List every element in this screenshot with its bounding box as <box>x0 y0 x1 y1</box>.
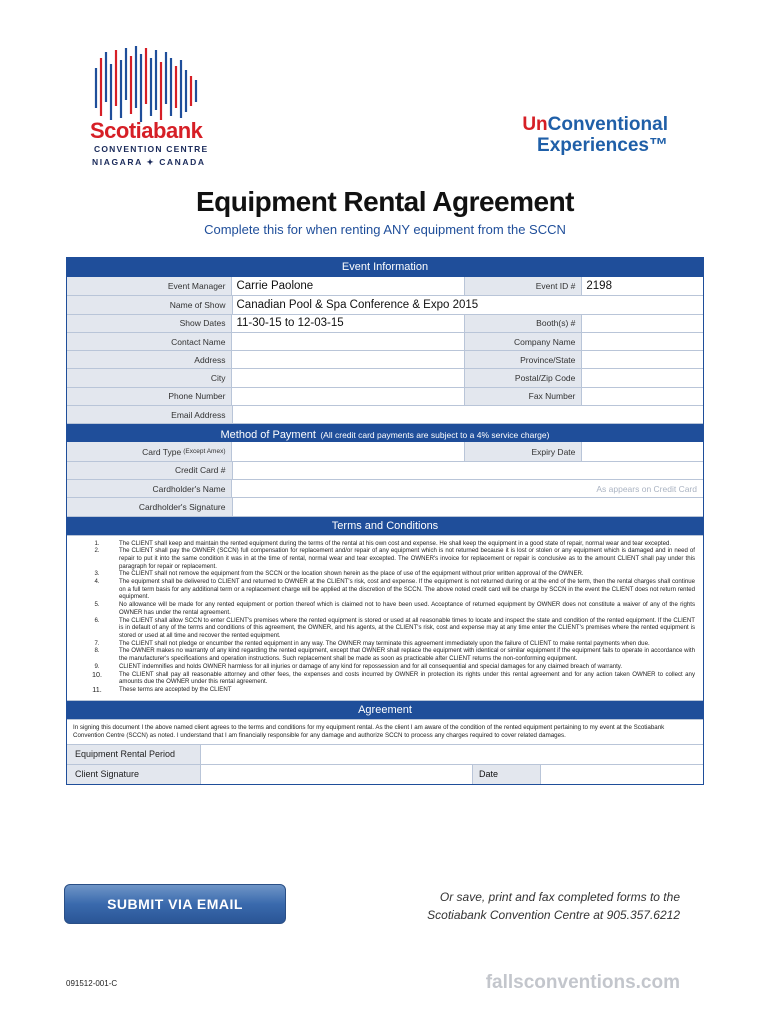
rental-form <box>66 257 704 785</box>
city-row <box>67 368 703 386</box>
term-text: The CLIENT shall allow SCCN to enter CLIENT's premises where the rented equipment is stored or used at all reasonable times to locate and inspect the state and condition of the rented equipment. If the CLIENT is in default of any of the terms and conditions of this agreement, the OWNER, and his agents, at the CLIENT's risk, cost and expense may at any time enter the CLIENT's premises where the rented equipment is stored or used at all time and recover the rented equipment. <box>119 616 695 639</box>
term-number: 1. <box>94 539 100 547</box>
date-label: Date <box>472 765 540 784</box>
fax-label: Fax Number <box>464 388 582 405</box>
rental-period-row <box>67 744 703 764</box>
term-text: The CLIENT shall not remove the equipment from the SCCN or the location shown herein as the place of use of the equipment without prior written approval of the OWNER. <box>119 570 584 578</box>
logo-location: NIAGARA ✦ CANADA <box>92 157 206 167</box>
rental-period-label: Equipment Rental Period <box>67 745 200 764</box>
agreement-heading: Agreement <box>67 700 703 719</box>
card-number-row <box>67 461 703 479</box>
term-text: The CLIENT shall pay all reasonable attorney and other fees, the expenses and costs incurred by OWNER in protection its rights under this rental agreement and for any action taken OWNER to collect any amounts due the OWNER under this rental agreement. <box>119 670 695 686</box>
postal-code-field[interactable] <box>581 369 703 386</box>
page-title: Equipment Rental Agreement <box>195 186 574 217</box>
cardholder-row <box>67 479 703 497</box>
card-type-label-text: Card Type <box>142 446 182 457</box>
rental-period-field[interactable] <box>200 745 703 764</box>
term-text: These terms are accepted by the CLIENT <box>119 685 232 693</box>
client-signature-field[interactable] <box>200 765 472 784</box>
scotiabank-convention-centre-logo <box>84 40 214 170</box>
cardholder-name-label: Cardholder's Name <box>67 480 231 497</box>
cardholder-signature-label: Cardholder's Signature <box>67 498 232 515</box>
booths-field[interactable] <box>581 315 703 332</box>
term-number: 11. <box>92 684 102 694</box>
postal-code-label: Postal/Zip Code <box>464 369 582 386</box>
date-field[interactable] <box>540 765 703 784</box>
city-field[interactable] <box>231 369 463 386</box>
tagline-conventional: Conventional <box>547 114 668 135</box>
term-item <box>75 647 697 662</box>
event-manager-row <box>67 277 703 295</box>
term-item <box>75 617 697 640</box>
term-text: The equipment shall be delivered to CLIENT and returned to OWNER at the CLIENT's risk, cost and expense. If the equipment is not returned during or at the end of the term, then the rental charges shall continue on a full term basis for any additional term or a replacement charge will be applied at the discretion of the SCCN. The above noted credit card will be charge by SCCN in the event the CLIENT does not return rented equipment. <box>119 578 695 601</box>
fax-instructions <box>400 888 680 924</box>
term-number: 5. <box>94 601 100 609</box>
booths-label: Booth(s) # <box>464 315 582 332</box>
payment-heading-title: Method of Payment <box>220 429 316 442</box>
term-number: 2. <box>94 547 100 555</box>
payment-heading <box>67 423 703 442</box>
payment-heading-note: (All credit card payments are subject to a 4% service charge) <box>320 430 550 441</box>
cardholder-signature-field[interactable] <box>232 498 704 515</box>
email-label: Email Address <box>67 406 232 423</box>
logo-subtitle: CONVENTION CENTRE <box>94 144 209 154</box>
show-name-row <box>67 295 703 313</box>
expiry-date-label: Expiry Date <box>464 442 582 460</box>
website-url: fallsconventions.com <box>485 972 680 993</box>
company-name-field[interactable] <box>581 333 703 350</box>
term-item <box>75 601 697 616</box>
contact-name-label: Contact Name <box>67 333 231 350</box>
contact-row <box>67 332 703 350</box>
phone-label: Phone Number <box>67 388 231 405</box>
term-item <box>75 540 697 548</box>
term-text: The OWNER makes no warranty of any kind regarding the rented equipment, except that OWNER shall replace the equipment with identical or similar equipment if the equipment fails to operate in accordance with the manufacturer's specifications and operation instructions. Such replacement shall be made as soon as practicable after CLIENT returns the non-conforming equipment. <box>119 647 695 663</box>
terms-heading: Terms and Conditions <box>67 516 703 535</box>
term-number: 6. <box>94 616 100 624</box>
form-id: 091512-001-C <box>66 979 118 988</box>
term-number: 4. <box>94 578 100 586</box>
terms-list <box>67 535 703 700</box>
term-number: 7. <box>94 639 100 647</box>
email-row <box>67 405 703 423</box>
card-type-field[interactable] <box>231 442 463 460</box>
show-dates-label: Show Dates <box>67 315 231 332</box>
term-text: The CLIENT shall pay the OWNER (SCCN) full compensation for replacement and/or repair of any equipment which is not returned because it is lost or stolen or any equipment which is damaged and in need of repair to put it into the same condition it was in at the time of rental, normal wear and tear excepted. The OWNER's invoice for replacement or repair is conclusive as to the amount CLIENT shall pay under this paragraph for repair or replacement. <box>119 547 695 570</box>
province-label: Province/State <box>464 351 582 368</box>
card-number-field[interactable] <box>232 462 704 479</box>
term-item <box>75 640 697 648</box>
term-item <box>75 570 697 578</box>
logo-bars-graphic <box>92 46 202 126</box>
cardholder-name-field[interactable]: As appears on Credit Card <box>231 480 703 497</box>
address-field[interactable] <box>231 351 463 368</box>
fax-field[interactable] <box>581 388 703 405</box>
submit-via-email-button[interactable]: SUBMIT VIA EMAIL <box>64 884 286 924</box>
term-text: No allowance will be made for any rented equipment or portion thereof which is claimed not to have been used. Acceptance of returned equipment by OWNER does not constitute a waiver of any of the rights OWNER has under the rental agreement. <box>119 601 695 616</box>
tagline-un: Un <box>522 114 548 135</box>
phone-row <box>67 387 703 405</box>
term-text: CLIENT indemnifies and holds OWNER harmless for all injuries or damage of any kind for repossession and for all consequential and special damages for any claimed breach of warranty. <box>119 662 623 670</box>
client-signature-row <box>67 764 703 784</box>
client-signature-label: Client Signature <box>67 765 200 784</box>
cardholder-signature-row <box>67 497 703 515</box>
term-item <box>75 547 697 570</box>
event-manager-field[interactable]: Carrie Paolone <box>231 277 463 295</box>
show-name-label: Name of Show <box>67 296 232 313</box>
address-label: Address <box>67 351 231 368</box>
card-type-note: (Except Amex) <box>183 448 226 456</box>
event-id-field[interactable]: 2198 <box>581 277 703 295</box>
term-text: The CLIENT shall keep and maintain the rented equipment during the terms of the rental at his own cost and expense. He shall keep the equipment in a good state of repair, normal wear and tear excepted. <box>119 539 672 547</box>
fax-instructions-line2: Scotiabank Convention Centre at 905.357.6212 <box>427 908 680 922</box>
card-number-label: Credit Card # <box>67 462 232 479</box>
phone-field[interactable] <box>231 388 463 405</box>
term-number: 3. <box>94 570 100 578</box>
card-type-row <box>67 442 703 460</box>
term-number: 10. <box>92 669 102 679</box>
show-dates-field[interactable]: 11-30-15 to 12-03-15 <box>231 315 463 332</box>
show-name-field[interactable]: Canadian Pool & Spa Conference & Expo 2015 <box>232 296 704 313</box>
term-item <box>75 671 697 686</box>
email-field[interactable] <box>232 406 704 423</box>
province-field[interactable] <box>581 351 703 368</box>
city-label: City <box>67 369 231 386</box>
event-info-heading: Event Information <box>67 258 703 277</box>
event-id-label: Event ID # <box>464 277 582 295</box>
event-manager-label: Event Manager <box>67 277 231 295</box>
term-text: The CLIENT shall not pledge or encumber the rented equipment in any way. The OWNER may terminate this agreement immediately upon the failure of CLIENT to make rental payments when due. <box>119 639 650 647</box>
term-item <box>75 686 697 694</box>
address-row <box>67 350 703 368</box>
term-number: 8. <box>94 647 100 655</box>
card-type-label <box>67 442 231 460</box>
company-name-label: Company Name <box>464 333 582 350</box>
term-item <box>75 578 697 601</box>
fax-instructions-line1: Or save, print and fax completed forms to the <box>439 890 680 904</box>
unconventional-experiences-logo <box>516 114 668 156</box>
contact-name-field[interactable] <box>231 333 463 350</box>
expiry-date-field[interactable] <box>581 442 703 460</box>
term-item <box>75 663 697 671</box>
page-subtitle: Complete this for when renting ANY equipment from the SCCN <box>204 222 566 237</box>
term-number: 9. <box>94 662 100 670</box>
agreement-text: In signing this document I the above named client agrees to the terms and conditions for my equipment rental. As the client I am aware of the condition of the rented equipment pertaining to my event at the Scotiabank Convention Centre (SCCN) as noted. I understand that I am financially responsible for any damage and authorize SCCN to process any charges required to cover related damages. <box>67 719 703 744</box>
show-dates-row <box>67 314 703 332</box>
tagline-experiences: Experiences™ <box>537 135 668 156</box>
logo-name: Scotiabank <box>90 118 203 143</box>
